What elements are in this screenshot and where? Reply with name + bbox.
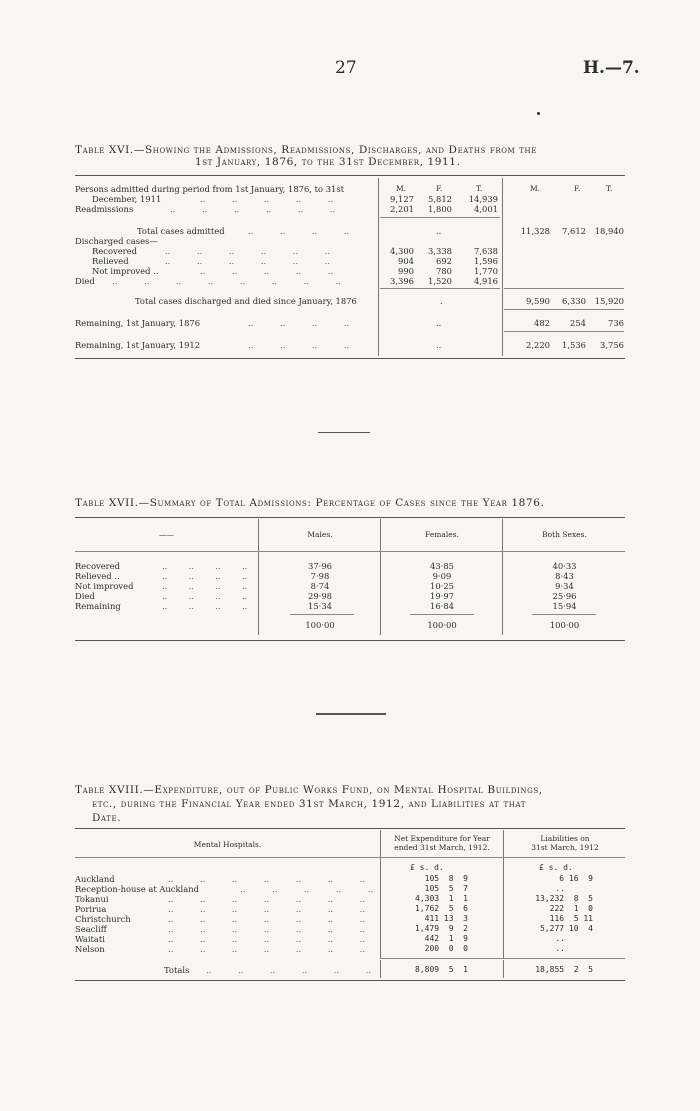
t16-right-rule-1 xyxy=(504,288,624,289)
t17-col-both: Both Sexes. xyxy=(542,530,587,539)
t17-cell-both: 25·96 xyxy=(552,591,577,601)
leader-dots: .. .. .. .. xyxy=(162,571,248,581)
t16-total-adm-f: 7,612 xyxy=(562,226,586,236)
t17-cell-males: 15·34 xyxy=(308,601,332,611)
table-16-col-divider-2 xyxy=(502,178,503,356)
t18-hospital-name: Christchurch xyxy=(75,914,131,924)
t17-cell-both: 15·94 xyxy=(552,601,577,611)
leader-dots: .. .. .. .. xyxy=(248,340,350,350)
leader-dots: .. .. .. .. xyxy=(162,591,248,601)
t16-label-persons-1: Persons admitted during period from 1st January, 1876, to 31st xyxy=(75,184,345,194)
leader-dots: .. xyxy=(436,340,442,350)
t17-sum-rule-m xyxy=(290,614,354,615)
t16-label-not-improved: Not improved .. xyxy=(92,266,159,276)
t17-row-label: Died xyxy=(75,591,95,601)
t16-readm-t: 4,001 xyxy=(474,204,498,214)
t16-rem-1876-t: 736 xyxy=(608,318,624,328)
table-18-top-rule xyxy=(75,828,625,829)
table-17-col-divider-3 xyxy=(502,519,503,635)
t16-right-rule-3 xyxy=(504,331,624,332)
leader-dots: .. .. .. .. .. .. .. xyxy=(168,914,366,924)
leader-dots: .. .. .. .. .. .. .. xyxy=(168,924,366,934)
t16-relieved-f: 692 xyxy=(436,256,452,266)
t17-total-both: 100·00 xyxy=(549,620,580,630)
t17-cell-females: 9·09 xyxy=(432,571,452,581)
t17-row-label: Relieved .. xyxy=(75,571,120,581)
t17-total-females: 100·00 xyxy=(427,620,457,630)
leader-dots: .. .. .. .. .. .. .. .. xyxy=(112,276,341,286)
leader-dots: .. .. .. .. xyxy=(248,318,350,328)
t18-hospital-name: Seacliff xyxy=(75,924,107,934)
leader-dots: .. .. .. .. .. .. .. xyxy=(168,874,366,884)
table-17-bottom-rule xyxy=(75,640,625,641)
t18-expenditure: 4,303 1 1 xyxy=(415,894,468,903)
t17-col-dash: —— xyxy=(159,530,174,539)
t16-label-remaining-1876: Remaining, 1st January, 1876 xyxy=(75,318,201,328)
section-separator xyxy=(316,713,386,715)
t16-died-m: 3,396 xyxy=(390,276,414,286)
t16-total-dis-m: 9,590 xyxy=(526,296,550,306)
t18-col-hospitals: Mental Hospitals. xyxy=(193,840,262,849)
t16-label-readmissions: Readmissions xyxy=(75,204,134,214)
t18-total-expenditure: 8,809 5 1 xyxy=(415,965,468,974)
t18-liability: .. xyxy=(555,934,565,943)
t16-rem-1912-t: 3,756 xyxy=(600,340,624,350)
t17-col-males: Males. xyxy=(307,530,333,539)
t16-label-relieved: Relieved xyxy=(92,256,129,266)
t18-col-liab-line1: Liabilities on xyxy=(540,834,590,843)
t16-persons-m: 9,127 xyxy=(390,194,414,204)
page-code: H.—7. xyxy=(583,58,640,78)
table-17-col-divider-1 xyxy=(258,519,259,635)
table-18-col-divider-1 xyxy=(380,830,381,958)
t16-not-improved-t: 1,770 xyxy=(474,266,498,276)
t16-col-m-right: M. xyxy=(530,184,541,193)
t17-cell-females: 16·84 xyxy=(430,601,454,611)
t18-expenditure: 442 1 9 xyxy=(424,934,468,943)
t16-recovered-m: 4,300 xyxy=(390,246,414,256)
table-18-title-line3: Date. xyxy=(92,812,122,824)
t16-label-discharged: Discharged cases— xyxy=(75,236,158,246)
t16-died-f: 1,520 xyxy=(428,276,452,286)
t18-expenditure: 200 0 0 xyxy=(424,944,468,953)
t16-col-f-right: F. xyxy=(574,184,581,193)
t16-recovered-t: 7,638 xyxy=(474,246,498,256)
t17-row-label: Not improved xyxy=(75,581,134,591)
speck-mark xyxy=(537,112,540,115)
t16-col-m-mid: M. xyxy=(396,184,407,193)
table-16-col-divider-1 xyxy=(378,178,379,356)
page-number: 27 xyxy=(335,58,357,78)
t16-died-t: 4,916 xyxy=(474,276,498,286)
table-18-title-line1: Table XVIII.—Expenditure, out of Public Works Fund, on Mental Hospital Buildings, xyxy=(75,784,543,796)
t16-rem-1912-m: 2,220 xyxy=(526,340,550,350)
t18-liability: .. xyxy=(555,884,565,893)
t17-cell-males: 7·98 xyxy=(310,571,330,581)
table-18-col-divider-1b xyxy=(380,960,381,978)
leader-dots: .. xyxy=(436,226,442,236)
t17-sum-rule-b xyxy=(532,614,596,615)
t16-relieved-t: 1,596 xyxy=(474,256,498,266)
t16-rem-1912-f: 1,536 xyxy=(562,340,586,350)
t16-label-total-discharged: Total cases discharged and died since January, 1876 xyxy=(135,296,357,306)
t18-liability: 5,277 10 4 xyxy=(540,924,593,933)
t16-persons-f: 5,812 xyxy=(428,194,452,204)
t18-col-liab-line2: 31st March, 1912 xyxy=(531,843,599,852)
leader-dots: .. .. .. .. .. xyxy=(200,194,334,204)
t17-row-label: Recovered xyxy=(75,561,121,571)
leader-dots: .. .. .. .. .. .. xyxy=(165,256,331,266)
t18-expenditure: 105 5 7 xyxy=(424,884,468,893)
t16-recovered-f: 3,338 xyxy=(428,246,452,256)
table-18-col-divider-2 xyxy=(503,830,504,958)
t16-not-improved-f: 780 xyxy=(436,266,452,276)
table-16-title-line1: Table XVI.—Showing the Admissions, Readmissions, Discharges, and Deaths from the xyxy=(75,144,537,156)
t16-right-rule-2 xyxy=(504,309,624,310)
t16-total-dis-f: 6,330 xyxy=(562,296,586,306)
t17-cell-both: 9·34 xyxy=(555,581,574,591)
t18-col-exp-line1: Net Expenditure for Year xyxy=(394,834,490,843)
t18-hospital-name: Tokanui xyxy=(75,894,109,904)
t16-label-total-admitted: Total cases admitted xyxy=(137,226,225,236)
leader-dots: . xyxy=(440,296,443,306)
t16-mid-rule-2 xyxy=(380,288,500,289)
leader-dots: .. .. .. .. .. xyxy=(200,266,334,276)
t16-total-adm-m: 11,328 xyxy=(520,226,550,236)
t17-sum-rule-f xyxy=(410,614,474,615)
table-17-col-divider-2 xyxy=(380,519,381,635)
t16-label-persons-2: December, 1911 xyxy=(92,194,162,204)
table-18-title-line2: etc., during the Financial Year ended 31st March, 1912, and Liabilities at that xyxy=(92,798,526,810)
t16-col-t-mid: T. xyxy=(476,184,483,193)
t17-total-males: 100·00 xyxy=(305,620,335,630)
t18-col-exp-line2: ended 31st March, 1912. xyxy=(394,843,490,852)
t17-cell-males: 37·96 xyxy=(308,561,332,571)
table-17-top-rule xyxy=(75,517,625,518)
t16-not-improved-m: 990 xyxy=(398,266,414,276)
t16-total-adm-t: 18,940 xyxy=(594,226,624,236)
table-16-top-rule xyxy=(75,175,625,176)
table-17-header-rule xyxy=(75,551,625,552)
table-18-header-rule xyxy=(75,857,625,858)
t18-units-exp: £ s. d. xyxy=(410,863,444,872)
t18-expenditure: 1,479 9 2 xyxy=(415,924,468,933)
t18-hospital-name: Porirua xyxy=(75,904,107,914)
leader-dots: .. .. .. .. xyxy=(162,581,248,591)
t16-relieved-m: 904 xyxy=(398,256,414,266)
table-18-col-divider-2b xyxy=(503,960,504,978)
t18-hospital-name: Nelson xyxy=(75,944,105,954)
t17-col-females: Females. xyxy=(425,530,459,539)
t16-rem-1876-f: 254 xyxy=(570,318,586,328)
t18-hospital-name: Waitati xyxy=(75,934,105,944)
t18-liability: 222 1 0 xyxy=(549,904,593,913)
t16-mid-rule-1 xyxy=(380,217,500,218)
t17-cell-males: 29·98 xyxy=(308,591,332,601)
t18-expenditure: 105 8 9 xyxy=(424,874,468,883)
t18-units-liab: £ s. d. xyxy=(539,863,573,872)
t18-sum-rule xyxy=(380,958,625,959)
t17-cell-both: 40·33 xyxy=(552,561,577,571)
leader-dots: .. .. .. .. .. .. xyxy=(206,965,372,975)
t18-liability: 13,232 8 5 xyxy=(535,894,593,903)
t16-total-dis-t: 15,920 xyxy=(594,296,624,306)
t16-label-remaining-1912: Remaining, 1st January, 1912 xyxy=(75,340,201,350)
t18-expenditure: 1,762 5 6 xyxy=(415,904,468,913)
t16-label-died: Died xyxy=(75,276,95,286)
t18-totals-label: Totals xyxy=(164,965,190,975)
table-16-title-line2: 1st January, 1876, to the 31st December, 1911. xyxy=(195,156,461,168)
t16-label-recovered: Recovered xyxy=(92,246,138,256)
leader-dots: .. .. .. .. .. xyxy=(240,884,374,894)
t18-expenditure: 411 13 3 xyxy=(424,914,468,923)
t16-readm-m: 2,201 xyxy=(390,204,414,214)
t18-liability: 116 5 11 xyxy=(549,914,593,923)
table-16-bottom-rule xyxy=(75,358,625,359)
leader-dots: .. xyxy=(436,318,442,328)
t17-cell-both: 8·43 xyxy=(555,571,574,581)
t18-liability: .. xyxy=(555,944,565,953)
table-17-title: Table XVII.—Summary of Total Admissions: Percentage of Cases since the Year 1876. xyxy=(75,497,545,509)
t18-total-liabilities: 18,855 2 5 xyxy=(535,965,593,974)
leader-dots: .. .. .. .. .. .. .. xyxy=(168,904,366,914)
t18-hospital-name: Auckland xyxy=(75,874,115,884)
leader-dots: .. .. .. .. .. .. .. xyxy=(168,894,366,904)
t17-cell-females: 19·97 xyxy=(430,591,454,601)
section-separator xyxy=(318,432,370,433)
t17-row-label: Remaining xyxy=(75,601,121,611)
leader-dots: .. .. .. .. xyxy=(162,601,248,611)
t16-rem-1876-m: 482 xyxy=(534,318,550,328)
leader-dots: .. .. .. .. .. .. .. xyxy=(168,934,366,944)
t18-hospital-name: Reception-house at Auckland xyxy=(75,884,199,894)
t16-col-f-mid: F. xyxy=(436,184,443,193)
leader-dots: .. .. .. .. .. .. xyxy=(165,246,331,256)
t17-cell-females: 43·85 xyxy=(430,561,454,571)
table-18-bottom-rule xyxy=(75,980,625,981)
t16-col-t-right: T. xyxy=(606,184,613,193)
t17-cell-males: 8·74 xyxy=(310,581,330,591)
t16-persons-t: 14,939 xyxy=(468,194,498,204)
t17-cell-females: 10·25 xyxy=(430,581,454,591)
leader-dots: .. .. .. .. .. .. .. xyxy=(168,944,366,954)
leader-dots: .. .. .. .. xyxy=(248,226,350,236)
leader-dots: .. .. .. .. .. .. xyxy=(170,204,336,214)
t16-readm-f: 1,800 xyxy=(428,204,452,214)
t18-liability: 6 16 9 xyxy=(559,874,593,883)
leader-dots: .. .. .. .. xyxy=(162,561,248,571)
